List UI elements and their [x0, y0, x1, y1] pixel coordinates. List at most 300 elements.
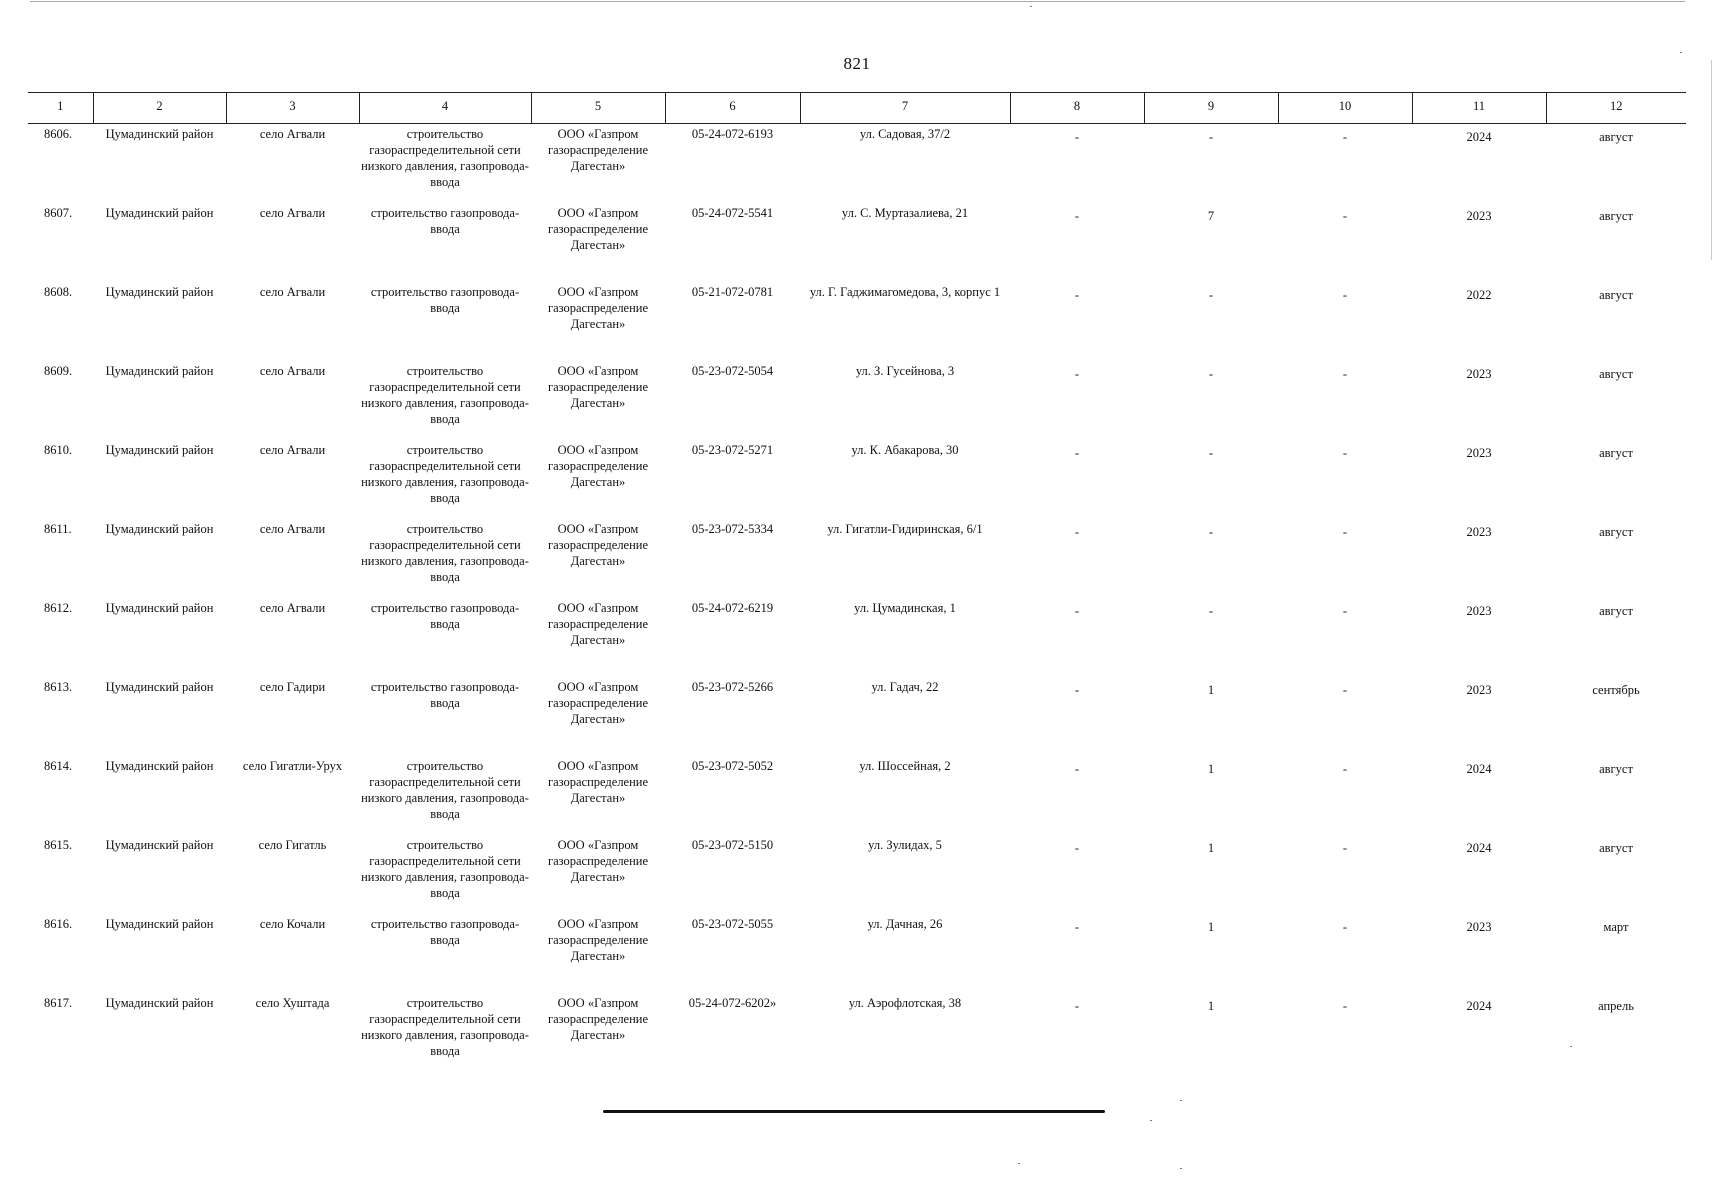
- object-code-cell-text: 05-23-072-5266: [691, 680, 774, 694]
- work-type-cell: [359, 440, 531, 519]
- scan-speck: [1680, 52, 1682, 53]
- table-row: [28, 677, 1686, 756]
- company-cell-text: ООО «Газпром газораспределение Дагестан»: [547, 838, 649, 884]
- column-10-cell: [1278, 756, 1412, 835]
- gas-connection-table: [28, 92, 1686, 1072]
- work-type-cell-text: строительство газораспределительной сети низкого давления, газопровода-ввода: [361, 127, 529, 189]
- company-cell-text: ООО «Газпром газораспределение Дагестан»: [547, 917, 649, 963]
- column-10-cell-text: -: [1342, 604, 1348, 618]
- month-cell-text: август: [1599, 288, 1633, 302]
- column-header-8: [1010, 93, 1144, 124]
- company-cell: [531, 756, 665, 835]
- row-number-text: 8606.: [44, 127, 73, 141]
- column-8-cell-text: -: [1074, 130, 1080, 144]
- month-cell: [1546, 519, 1686, 598]
- column-9-cell-text: 1: [1207, 841, 1215, 855]
- column-header-label: 10: [1338, 99, 1352, 113]
- settlement-cell: [226, 756, 359, 835]
- year-cell-text: 2023: [1466, 525, 1492, 539]
- table-row: [28, 598, 1686, 677]
- address-cell-text: ул. Зулидах, 5: [868, 838, 942, 852]
- work-type-cell-text: строительство газопровода-ввода: [370, 601, 520, 631]
- settlement-cell-text: село Агвали: [259, 206, 326, 220]
- address-cell: [800, 914, 1010, 993]
- company-cell-text: ООО «Газпром газораспределение Дагестан»: [547, 443, 649, 489]
- district-cell: [93, 598, 226, 677]
- month-cell: [1546, 124, 1686, 204]
- address-cell-text: ул. Садовая, 37/2: [859, 127, 951, 141]
- month-cell-text: март: [1603, 920, 1629, 934]
- company-cell: [531, 519, 665, 598]
- table-row: [28, 203, 1686, 282]
- district-cell: [93, 677, 226, 756]
- year-cell-text: 2023: [1466, 209, 1492, 223]
- settlement-cell-text: село Гигатль: [258, 838, 327, 852]
- scan-speck: [1150, 1120, 1152, 1121]
- month-cell: [1546, 440, 1686, 519]
- company-cell-text: ООО «Газпром газораспределение Дагестан»: [547, 285, 649, 331]
- column-header-1: [28, 93, 93, 124]
- company-cell-text: ООО «Газпром газораспределение Дагестан»: [547, 364, 649, 410]
- settlement-cell: [226, 598, 359, 677]
- district-cell: [93, 914, 226, 993]
- district-cell-text: Цумадинский район: [105, 364, 214, 378]
- row-number-text: 8609.: [44, 364, 73, 378]
- company-cell: [531, 835, 665, 914]
- object-code-cell-text: 05-24-072-6193: [691, 127, 774, 141]
- district-cell: [93, 519, 226, 598]
- object-code-cell-text: 05-24-072-6202»: [688, 996, 777, 1010]
- column-8-cell-text: -: [1074, 367, 1080, 381]
- column-10-cell-text: -: [1342, 841, 1348, 855]
- column-9-cell-text: 1: [1207, 999, 1215, 1013]
- settlement-cell: [226, 835, 359, 914]
- column-9-cell: [1144, 361, 1278, 440]
- column-10-cell: [1278, 677, 1412, 756]
- company-cell: [531, 282, 665, 361]
- column-header-2: [93, 93, 226, 124]
- row-number: [28, 914, 93, 993]
- row-number: [28, 440, 93, 519]
- column-header-7: [800, 93, 1010, 124]
- column-9-cell-text: 1: [1207, 920, 1215, 934]
- work-type-cell: [359, 756, 531, 835]
- scan-speck: [1030, 6, 1032, 7]
- address-cell-text: ул. С. Муртазалиева, 21: [841, 206, 969, 220]
- column-8-cell-text: -: [1074, 209, 1080, 223]
- row-number: [28, 282, 93, 361]
- column-header-5: [531, 93, 665, 124]
- column-header-3: [226, 93, 359, 124]
- district-cell-text: Цумадинский район: [105, 601, 214, 615]
- month-cell-text: апрель: [1598, 999, 1634, 1013]
- work-type-cell-text: строительство газораспределительной сети низкого давления, газопровода-ввода: [361, 759, 529, 821]
- address-cell-text: ул. Цумадинская, 1: [854, 601, 956, 615]
- year-cell-text: 2023: [1466, 446, 1492, 460]
- address-cell: [800, 361, 1010, 440]
- column-9-cell-text: -: [1208, 288, 1214, 302]
- table-row: [28, 914, 1686, 993]
- object-code-cell-text: 05-24-072-6219: [691, 601, 774, 615]
- settlement-cell-text: село Агвали: [259, 522, 326, 536]
- district-cell-text: Цумадинский район: [105, 443, 214, 457]
- column-9-cell-text: -: [1208, 525, 1214, 539]
- settlement-cell: [226, 993, 359, 1072]
- address-cell: [800, 203, 1010, 282]
- column-9-cell: [1144, 756, 1278, 835]
- row-number: [28, 835, 93, 914]
- row-number-text: 8611.: [44, 522, 72, 536]
- company-cell: [531, 440, 665, 519]
- district-cell: [93, 993, 226, 1072]
- column-8-cell-text: -: [1074, 683, 1080, 697]
- column-8-cell: [1010, 203, 1144, 282]
- object-code-cell-text: 05-23-072-5334: [691, 522, 774, 536]
- table-row: [28, 756, 1686, 835]
- settlement-cell: [226, 203, 359, 282]
- row-number-text: 8610.: [44, 443, 73, 457]
- year-cell-text: 2024: [1466, 762, 1492, 776]
- column-header-label: 3: [289, 99, 296, 113]
- row-number: [28, 993, 93, 1072]
- column-8-cell: [1010, 756, 1144, 835]
- object-code-cell-text: 05-23-072-5055: [691, 917, 774, 931]
- column-8-cell: [1010, 598, 1144, 677]
- table-header: [28, 93, 1686, 124]
- work-type-cell-text: строительство газораспределительной сети низкого давления, газопровода-ввода: [361, 838, 529, 900]
- district-cell-text: Цумадинский район: [105, 917, 214, 931]
- scan-right-edge: [1711, 60, 1712, 260]
- column-header-11: [1412, 93, 1546, 124]
- column-9-cell-text: -: [1208, 446, 1214, 460]
- address-cell-text: ул. З. Гусейнова, 3: [855, 364, 955, 378]
- column-header-12: [1546, 93, 1686, 124]
- company-cell: [531, 361, 665, 440]
- table-row: [28, 835, 1686, 914]
- column-9-cell: [1144, 282, 1278, 361]
- scan-speck: [1570, 1046, 1572, 1047]
- column-header-9: [1144, 93, 1278, 124]
- year-cell: [1412, 598, 1546, 677]
- work-type-cell-text: строительство газопровода-ввода: [370, 680, 520, 710]
- month-cell-text: август: [1599, 841, 1633, 855]
- column-header-label: 4: [441, 99, 449, 113]
- address-cell-text: ул. Аэрофлотская, 38: [848, 996, 962, 1010]
- company-cell-text: ООО «Газпром газораспределение Дагестан»: [547, 759, 649, 805]
- district-cell: [93, 835, 226, 914]
- header-row: [28, 93, 1686, 124]
- column-header-label: 5: [594, 99, 602, 113]
- settlement-cell-text: село Гигатли-Урух: [242, 759, 343, 773]
- district-cell-text: Цумадинский район: [105, 285, 214, 299]
- table-row: [28, 124, 1686, 204]
- column-8-cell-text: -: [1074, 604, 1080, 618]
- column-9-cell: [1144, 440, 1278, 519]
- column-9-cell-text: -: [1208, 604, 1214, 618]
- settlement-cell: [226, 677, 359, 756]
- row-number: [28, 361, 93, 440]
- year-cell: [1412, 203, 1546, 282]
- month-cell-text: август: [1599, 525, 1633, 539]
- column-8-cell: [1010, 440, 1144, 519]
- column-header-6: [665, 93, 800, 124]
- column-8-cell-text: -: [1074, 920, 1080, 934]
- district-cell: [93, 756, 226, 835]
- column-header-label: 12: [1610, 99, 1623, 113]
- work-type-cell-text: строительство газопровода-ввода: [370, 285, 520, 315]
- district-cell: [93, 361, 226, 440]
- table-row: [28, 519, 1686, 598]
- work-type-cell: [359, 598, 531, 677]
- company-cell: [531, 124, 665, 204]
- column-10-cell-text: -: [1342, 130, 1348, 144]
- district-cell-text: Цумадинский район: [105, 680, 214, 694]
- column-9-cell-text: -: [1208, 367, 1214, 381]
- company-cell-text: ООО «Газпром газораспределение Дагестан»: [547, 680, 649, 726]
- settlement-cell-text: село Агвали: [259, 127, 326, 141]
- row-number: [28, 203, 93, 282]
- month-cell-text: август: [1599, 367, 1633, 381]
- company-cell: [531, 914, 665, 993]
- column-8-cell: [1010, 519, 1144, 598]
- column-8-cell: [1010, 835, 1144, 914]
- year-cell-text: 2023: [1466, 367, 1492, 381]
- column-8-cell: [1010, 361, 1144, 440]
- column-10-cell-text: -: [1342, 446, 1348, 460]
- work-type-cell-text: строительство газораспределительной сети низкого давления, газопровода-ввода: [361, 364, 529, 426]
- year-cell: [1412, 835, 1546, 914]
- year-cell: [1412, 124, 1546, 204]
- column-10-cell-text: -: [1342, 367, 1348, 381]
- month-cell: [1546, 677, 1686, 756]
- scan-speck: [1018, 1163, 1020, 1164]
- column-header-4: [359, 93, 531, 124]
- month-cell-text: сентябрь: [1592, 683, 1640, 697]
- column-9-cell: [1144, 835, 1278, 914]
- company-cell: [531, 203, 665, 282]
- object-code-cell: [665, 756, 800, 835]
- address-cell: [800, 835, 1010, 914]
- company-cell: [531, 677, 665, 756]
- column-header-label: 1: [57, 99, 64, 113]
- object-code-cell: [665, 440, 800, 519]
- year-cell-text: 2023: [1466, 683, 1492, 697]
- company-cell-text: ООО «Газпром газораспределение Дагестан»: [547, 206, 649, 252]
- settlement-cell-text: село Агвали: [259, 601, 326, 615]
- company-cell-text: ООО «Газпром газораспределение Дагестан»: [547, 996, 649, 1042]
- row-number-text: 8612.: [44, 601, 73, 615]
- year-cell: [1412, 914, 1546, 993]
- address-cell: [800, 677, 1010, 756]
- table-row: [28, 440, 1686, 519]
- column-10-cell: [1278, 203, 1412, 282]
- work-type-cell: [359, 914, 531, 993]
- district-cell-text: Цумадинский район: [105, 127, 214, 141]
- district-cell: [93, 203, 226, 282]
- column-10-cell-text: -: [1342, 683, 1348, 697]
- month-cell-text: август: [1599, 130, 1633, 144]
- column-8-cell-text: -: [1074, 762, 1080, 776]
- column-9-cell: [1144, 993, 1278, 1072]
- month-cell-text: август: [1599, 209, 1633, 223]
- district-cell: [93, 282, 226, 361]
- column-header-label: 9: [1207, 99, 1215, 113]
- row-number-text: 8615.: [44, 838, 73, 852]
- month-cell: [1546, 756, 1686, 835]
- year-cell-text: 2023: [1466, 604, 1492, 618]
- settlement-cell-text: село Гадири: [259, 680, 326, 694]
- column-10-cell-text: -: [1342, 920, 1348, 934]
- year-cell-text: 2024: [1466, 130, 1492, 144]
- address-cell: [800, 993, 1010, 1072]
- settlement-cell: [226, 282, 359, 361]
- settlement-cell-text: село Кочали: [259, 917, 326, 931]
- settlement-cell: [226, 124, 359, 204]
- district-cell-text: Цумадинский район: [105, 838, 214, 852]
- district-cell-text: Цумадинский район: [105, 206, 214, 220]
- table-row: [28, 993, 1686, 1072]
- row-number: [28, 124, 93, 204]
- column-10-cell: [1278, 440, 1412, 519]
- address-cell: [800, 598, 1010, 677]
- year-cell-text: 2023: [1466, 920, 1492, 934]
- column-header-label: 6: [729, 99, 736, 113]
- year-cell: [1412, 282, 1546, 361]
- row-number-text: 8614.: [44, 759, 73, 773]
- work-type-cell-text: строительство газораспределительной сети низкого давления, газопровода-ввода: [361, 522, 529, 584]
- column-header-label: 11: [1472, 99, 1486, 113]
- work-type-cell-text: строительство газопровода-ввода: [370, 917, 520, 947]
- column-9-cell: [1144, 519, 1278, 598]
- table-row: [28, 282, 1686, 361]
- month-cell: [1546, 835, 1686, 914]
- settlement-cell: [226, 361, 359, 440]
- column-8-cell-text: -: [1074, 525, 1080, 539]
- address-cell-text: ул. Гадач, 22: [871, 680, 939, 694]
- year-cell: [1412, 519, 1546, 598]
- work-type-cell: [359, 993, 531, 1072]
- year-cell: [1412, 993, 1546, 1072]
- column-8-cell: [1010, 282, 1144, 361]
- company-cell-text: ООО «Газпром газораспределение Дагестан»: [547, 127, 649, 173]
- column-9-cell: [1144, 914, 1278, 993]
- month-cell: [1546, 598, 1686, 677]
- column-9-cell-text: 1: [1207, 683, 1215, 697]
- settlement-cell: [226, 914, 359, 993]
- month-cell-text: август: [1599, 446, 1633, 460]
- address-cell: [800, 124, 1010, 204]
- row-number: [28, 519, 93, 598]
- column-10-cell-text: -: [1342, 525, 1348, 539]
- year-cell: [1412, 440, 1546, 519]
- district-cell-text: Цумадинский район: [105, 522, 214, 536]
- column-header-label: 7: [901, 99, 909, 113]
- row-number-text: 8613.: [44, 680, 73, 694]
- column-8-cell-text: -: [1074, 288, 1080, 302]
- table-row: [28, 361, 1686, 440]
- settlement-cell-text: село Агвали: [259, 285, 326, 299]
- object-code-cell: [665, 598, 800, 677]
- column-10-cell: [1278, 598, 1412, 677]
- month-cell: [1546, 361, 1686, 440]
- row-number: [28, 677, 93, 756]
- column-8-cell: [1010, 993, 1144, 1072]
- work-type-cell: [359, 677, 531, 756]
- row-number-text: 8607.: [44, 206, 73, 220]
- work-type-cell-text: строительство газопровода-ввода: [370, 206, 520, 236]
- object-code-cell: [665, 835, 800, 914]
- month-cell: [1546, 203, 1686, 282]
- page-number: 821: [843, 54, 871, 73]
- column-9-cell-text: 7: [1207, 209, 1215, 223]
- work-type-cell: [359, 282, 531, 361]
- settlement-cell-text: село Агвали: [259, 364, 326, 378]
- column-10-cell-text: -: [1342, 999, 1348, 1013]
- object-code-cell-text: 05-23-072-5052: [691, 759, 774, 773]
- district-cell-text: Цумадинский район: [105, 996, 214, 1010]
- month-cell-text: август: [1599, 604, 1633, 618]
- work-type-cell: [359, 519, 531, 598]
- row-number: [28, 598, 93, 677]
- column-10-cell: [1278, 519, 1412, 598]
- column-10-cell: [1278, 361, 1412, 440]
- object-code-cell: [665, 282, 800, 361]
- company-cell-text: ООО «Газпром газораспределение Дагестан»: [547, 522, 649, 568]
- row-number-text: 8617.: [44, 996, 73, 1010]
- address-cell-text: ул. К. Абакарова, 30: [851, 443, 959, 457]
- column-10-cell: [1278, 914, 1412, 993]
- object-code-cell: [665, 203, 800, 282]
- end-of-page-line: [603, 1110, 1105, 1113]
- work-type-cell: [359, 203, 531, 282]
- work-type-cell-text: строительство газораспределительной сети низкого давления, газопровода-ввода: [361, 996, 529, 1058]
- column-9-cell: [1144, 124, 1278, 204]
- work-type-cell-text: строительство газораспределительной сети низкого давления, газопровода-ввода: [361, 443, 529, 505]
- object-code-cell: [665, 519, 800, 598]
- column-9-cell-text: 1: [1207, 762, 1215, 776]
- address-cell: [800, 282, 1010, 361]
- work-type-cell: [359, 124, 531, 204]
- column-8-cell-text: -: [1074, 841, 1080, 855]
- row-number: [28, 756, 93, 835]
- column-9-cell: [1144, 598, 1278, 677]
- column-9-cell: [1144, 677, 1278, 756]
- column-8-cell-text: -: [1074, 999, 1080, 1013]
- address-cell-text: ул. Дачная, 26: [867, 917, 943, 931]
- year-cell: [1412, 756, 1546, 835]
- address-cell: [800, 519, 1010, 598]
- column-10-cell: [1278, 835, 1412, 914]
- month-cell: [1546, 282, 1686, 361]
- year-cell-text: 2024: [1466, 841, 1492, 855]
- object-code-cell: [665, 361, 800, 440]
- year-cell-text: 2024: [1466, 999, 1492, 1013]
- object-code-cell-text: 05-23-072-5054: [691, 364, 774, 378]
- month-cell: [1546, 993, 1686, 1072]
- month-cell: [1546, 914, 1686, 993]
- object-code-cell-text: 05-24-072-5541: [691, 206, 774, 220]
- row-number-text: 8608.: [44, 285, 73, 299]
- object-code-cell: [665, 677, 800, 756]
- work-type-cell: [359, 361, 531, 440]
- column-header-10: [1278, 93, 1412, 124]
- column-header-label: 8: [1073, 99, 1081, 113]
- column-8-cell: [1010, 124, 1144, 204]
- column-10-cell-text: -: [1342, 209, 1348, 223]
- settlement-cell: [226, 440, 359, 519]
- company-cell: [531, 993, 665, 1072]
- object-code-cell: [665, 914, 800, 993]
